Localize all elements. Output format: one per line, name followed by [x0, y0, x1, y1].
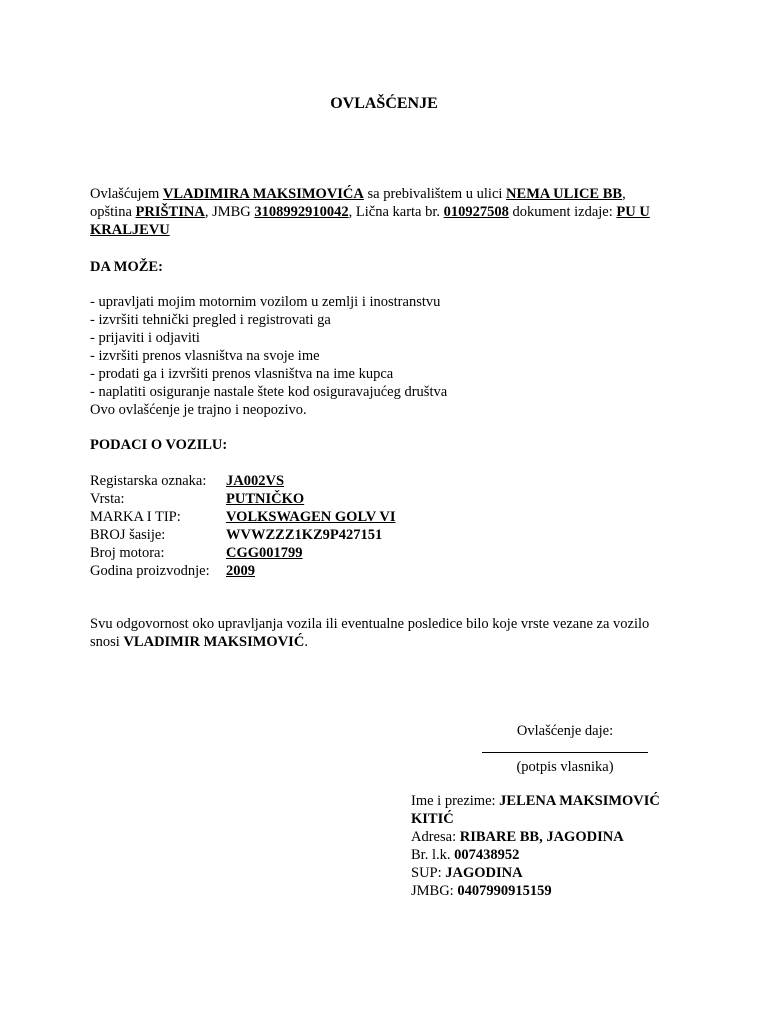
table-row	[90, 562, 395, 580]
grantee-id-card: 010927508	[443, 204, 509, 220]
type-value: PUTNIČKO	[226, 491, 305, 507]
owner-sup-label: SUP:	[411, 865, 446, 881]
permanent-note: Ovo ovlašćenje je trajno i neopozivo.	[90, 402, 307, 418]
owner-name-line	[411, 792, 681, 828]
id-issuer: PU U KRALJEVU	[90, 204, 650, 238]
make-model-value: VOLKSWAGEN GOLV VI	[226, 509, 396, 525]
intro-text: , Lična karta br.	[348, 204, 444, 220]
table-row	[90, 472, 395, 490]
grantee-name: VLADIMIRA MAKSIMOVIĆA	[162, 186, 364, 202]
permissions-list	[90, 293, 680, 419]
intro-text: ,	[622, 186, 626, 202]
registration-value: JA002VS	[226, 473, 285, 489]
year-value: 2009	[226, 563, 255, 579]
owner-name: JELENA MAKSIMOVIĆ KITIĆ	[411, 793, 660, 827]
vehicle-label: MARKA I TIP:	[90, 509, 181, 525]
intro-text: , JMBG	[204, 204, 255, 220]
document-title: OVLAŠĆENJE	[330, 95, 438, 112]
intro-text: sa prebivalištem u ulici	[363, 186, 507, 202]
owner-id-line	[411, 846, 681, 864]
engine-value: CGG001799	[226, 545, 303, 561]
vehicle-label: BROJ šasije:	[90, 527, 166, 543]
intro-text: Ovlašćujem	[90, 186, 163, 202]
responsibility-text: snosi	[90, 634, 124, 650]
list-item: - upravljati mojim motornim vozilom u zemlji i inostranstvu	[90, 294, 441, 310]
owner-jmbg-label: JMBG:	[411, 883, 458, 899]
responsibility-text: .	[304, 634, 308, 650]
signature-line	[482, 752, 648, 753]
vehicle-data	[90, 472, 680, 580]
intro-text: opština	[90, 204, 136, 220]
da-moze-label: DA MOŽE:	[90, 259, 163, 275]
vehicle-label: Registarska oznaka:	[90, 473, 207, 489]
owner-address-label: Adresa:	[411, 829, 460, 845]
list-item: - izvršiti tehnički pregled i registrovati ga	[90, 312, 331, 328]
owner-address: RIBARE BB, JAGODINA	[459, 829, 624, 845]
da-moze-heading	[90, 258, 680, 276]
table-row	[90, 508, 395, 526]
table-row	[90, 526, 395, 544]
municipality: PRIŠTINA	[135, 204, 205, 220]
owner-id-label: Br. l.k.	[411, 847, 455, 863]
list-item: - prodati ga i izvršiti prenos vlasništva na ime kupca	[90, 366, 394, 382]
list-item: - naplatiti osiguranje nastale štete kod osiguravajućeg društva	[90, 384, 448, 400]
responsible-person: VLADIMIR MAKSIMOVIĆ	[123, 634, 305, 650]
grantee-jmbg: 3108992910042	[254, 204, 349, 220]
owner-jmbg: 0407990915159	[457, 883, 552, 899]
vehicle-label: Godina proizvodnje:	[90, 563, 210, 579]
street-address: NEMA ULICE BB	[506, 186, 623, 202]
owner-id: 007438952	[454, 847, 520, 863]
owner-name-label: Ime i prezime:	[411, 793, 500, 809]
vehicle-label: Vrsta:	[90, 491, 125, 507]
signature-caption: (potpis vlasnika)	[516, 759, 614, 775]
list-item: - prijaviti i odjaviti	[90, 330, 200, 346]
table-row	[90, 544, 395, 562]
responsibility-paragraph	[90, 615, 680, 651]
vehicle-heading	[90, 436, 680, 454]
table-row	[90, 490, 395, 508]
owner-jmbg-line	[411, 882, 681, 900]
signature-given-by: Ovlašćenje daje:	[516, 723, 614, 739]
responsibility-text: Svu odgovornost oko upravljanja vozila ili eventualne posledice bilo koje vrste vezane za vozilo	[90, 616, 650, 632]
owner-details	[411, 792, 681, 900]
owner-address-line	[411, 828, 681, 846]
chassis-value: WVWZZZ1KZ9P427151	[226, 527, 383, 543]
owner-sup: JAGODINA	[445, 865, 523, 881]
vehicle-table	[90, 472, 395, 580]
owner-sup-line	[411, 864, 681, 882]
vehicle-heading-label: PODACI O VOZILU:	[90, 437, 228, 453]
intro-text: dokument izdaje:	[508, 204, 617, 220]
vehicle-label: Broj motora:	[90, 545, 165, 561]
intro-paragraph	[90, 185, 680, 239]
list-item: - izvršiti prenos vlasništva na svoje ime	[90, 348, 320, 364]
